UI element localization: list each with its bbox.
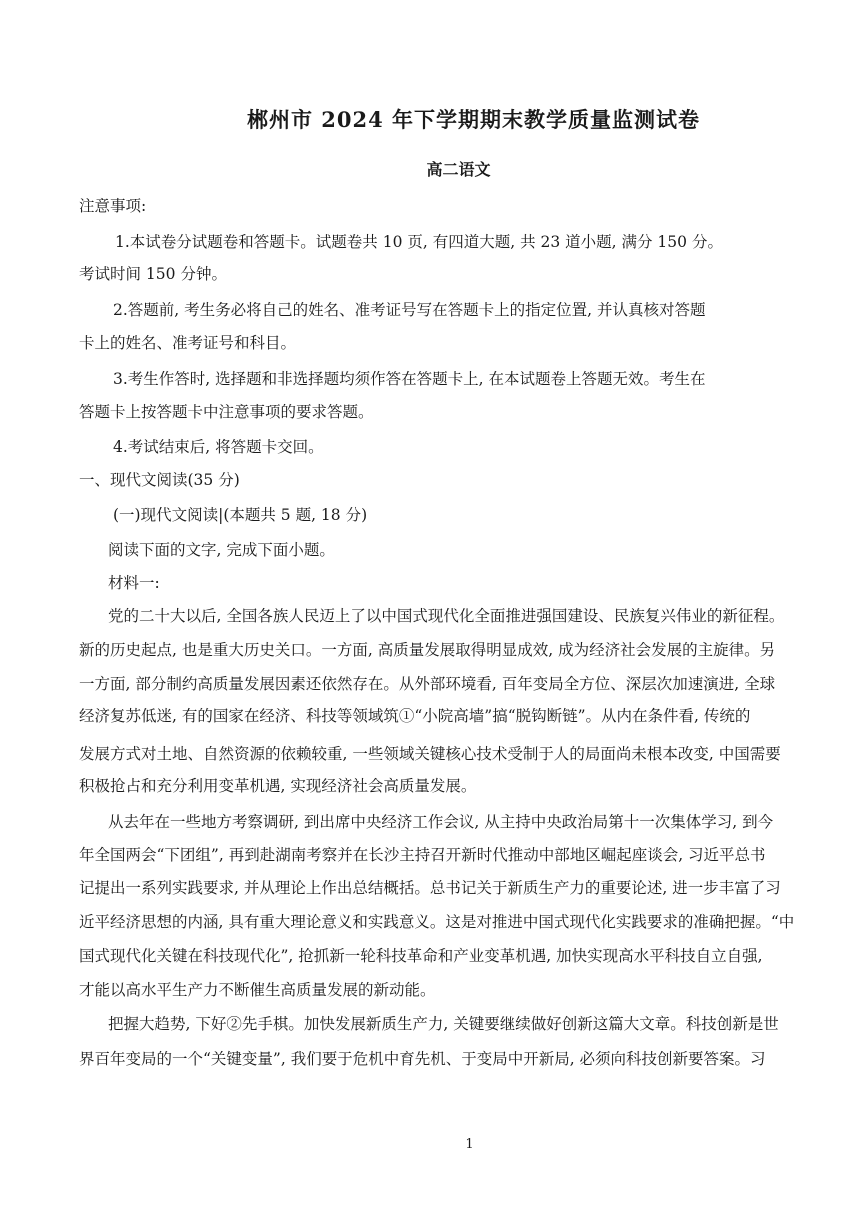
section-heading: 一、现代文阅读(35 分) (79, 471, 240, 489)
passage-p2-line-6: 才能以高水平生产力不断催生高质量发展的新动能。 (79, 981, 436, 999)
passage-p3-line-2: 界百年变局的一个“关键变量”, 我们要于危机中育先机、于变局中开新局, 必须向科技创新要答案。习 (79, 1050, 766, 1068)
passage-p1-line-5: 发展方式对土地、自然资源的依赖较重, 一些领域关键核心技术受制于人的局面尚未根本改变, 中国需要 (79, 745, 781, 763)
sub-section-heading: (一)现代文阅读|(本题共 5 题, 18 分) (113, 506, 368, 524)
passage-p1-line-4: 经济复苏低迷, 有的国家在经济、科技等领域筑①“小院高墙”搞“脱钩断链”。从内在条件看, 传统的 (79, 707, 751, 725)
reading-instruction: 阅读下面的文字, 完成下面小题。 (108, 541, 335, 559)
exam-subject: 高二语文 (426, 160, 491, 179)
passage-p2-line-4: 近平经济思想的内涵, 具有重大理论意义和实践意义。这是对推进中国式现代化实践要求的准确把握。“中 (79, 913, 795, 931)
passage-p1-line-6: 积极抢占和充分利用变革机遇, 实现经济社会高质量发展。 (79, 777, 477, 795)
passage-p2-line-3: 记提出一系列实践要求, 并从理论上作出总结概括。总书记关于新质生产力的重要论述, 进一步丰富了习 (79, 879, 781, 897)
exam-title: 郴州市 2024 年下学期期末教学质量监测试卷 (246, 107, 701, 132)
passage-p2-line-2: 年全国两会“下团组”, 再到赴湖南考察并在长沙主持召开新时代推动中部地区崛起座谈会, 习近平总书 (79, 846, 766, 864)
notice-item-3-line-2: 答题卡上按答题卡中注意事项的要求答题。 (79, 403, 374, 421)
notice-item-2-line-2: 卡上的姓名、准考证号和科目。 (79, 334, 297, 352)
notice-heading: 注意事项: (79, 197, 147, 215)
passage-p2-line-5: 国式现代化关键在科技现代化”, 抢抓新一轮科技革命和产业变革机遇, 加快实现高水平科技自立自强, (79, 947, 763, 965)
notice-item-4: 4.考试结束后, 将答题卡交回。 (113, 438, 324, 456)
page-number: 1 (465, 1137, 474, 1152)
notice-item-1-line-2: 考试时间 150 分钟。 (79, 265, 227, 283)
notice-item-3-line-1: 3.考生作答时, 选择题和非选择题均须作答在答题卡上, 在本试题卷上答题无效。考生在 (113, 370, 706, 388)
passage-p1-line-1: 党的二十大以后, 全国各族人民迈上了以中国式现代化全面推进强国建设、民族复兴伟业的新征程。 (108, 607, 785, 625)
material-label: 材料一: (108, 574, 160, 592)
passage-p3-line-1: 把握大趋势, 下好②先手棋。加快发展新质生产力, 关键要继续做好创新这篇大文章。科技创新是世 (108, 1015, 779, 1033)
passage-p1-line-3: 一方面, 部分制约高质量发展因素还依然存在。从外部环境看, 百年变局全方位、深层次加速演进, 全球 (79, 675, 776, 693)
notice-item-1-line-1: 1.本试卷分试题卷和答题卡。试题卷共 10 页, 有四道大题, 共 23 道小题, 满分 150 分。 (115, 233, 723, 251)
passage-p2-line-1: 从去年在一些地方考察调研, 到出席中央经济工作会议, 从主持中央政治局第十一次集体学习, 到今 (108, 813, 774, 831)
notice-item-2-line-1: 2.答题前, 考生务必将自己的姓名、准考证号写在答题卡上的指定位置, 并认真核对答题 (113, 301, 706, 319)
passage-p1-line-2: 新的历史起点, 也是重大历史关口。一方面, 高质量发展取得明显成效, 成为经济社会发展的主旋律。另 (79, 641, 776, 659)
